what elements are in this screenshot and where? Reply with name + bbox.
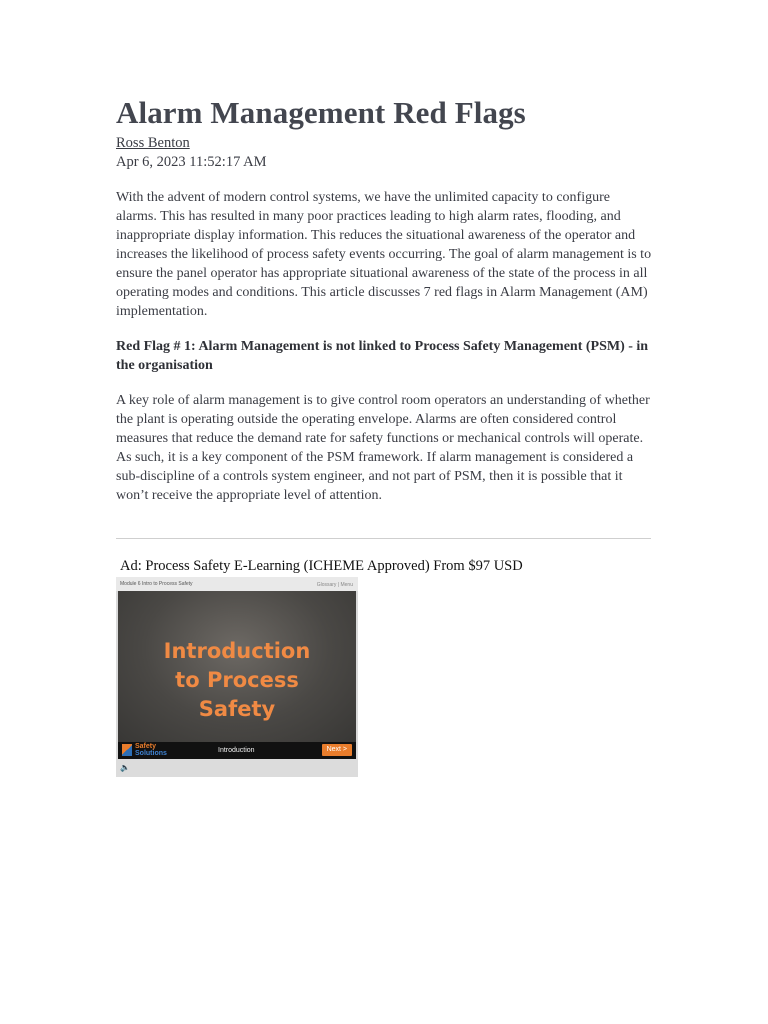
red-flag-1-heading: Red Flag # 1: Alarm Management is not linked to Process Safety Management (PSM) - in the organisation <box>116 339 649 373</box>
divider <box>116 538 651 539</box>
intro-paragraph: With the advent of modern control systems, we have the unlimited capacity to configure alarms. This has resulted in many poor practices leading to high alarm rates, flooding, and inappropriate display information. This reduces the situational awareness of the operator and increases the likelihood of process safety events occurring. The goal of alarm management is to ensure the panel operator has appropriate situational awareness of the state of the process in all operating modes and conditions. This article discusses 7 red flags in Alarm Management (AM) implementation. <box>116 190 652 319</box>
ad-slide-title: Introduction to Process Safety <box>163 639 311 721</box>
ad-player-bar <box>118 742 356 759</box>
ad-banner[interactable] <box>116 577 358 777</box>
article-title: Alarm Management Red Flags <box>116 95 526 130</box>
ad-brand-line-2: Solutions <box>135 750 167 757</box>
red-flag-1-paragraph: A key role of alarm management is to give control room operators an understanding of whether the plant is operating outside the operating envelope. Alarms are often considered control measures that reduce the demand rate for safety functions or mechanical controls will operate. As such, it is a key component of the PSM framework. If alarm management is considered a sub-discipline of a controls system engineer, and not part of PSM, then it is possible that it won’t receive the appropriate level of attention. <box>116 393 650 503</box>
author-link[interactable]: Ross Benton <box>116 135 190 151</box>
ad-label: Ad: Process Safety E-Learning (ICHEME Approved) From $97 USD <box>120 558 523 574</box>
ad-topbar <box>116 577 358 591</box>
article <box>116 94 652 777</box>
publish-date: Apr 6, 2023 11:52:17 AM <box>116 154 267 170</box>
ad-next-button: Next > <box>322 744 352 756</box>
safety-solutions-logo-icon <box>122 744 132 756</box>
ad-slide <box>118 591 356 742</box>
ad-section-label: Introduction <box>218 747 255 754</box>
ad-footer <box>116 759 358 777</box>
ad-module-title: Module 6 Intro to Process Safety <box>120 581 193 587</box>
ad-glossary-menu: Glossary | Menu <box>316 582 353 588</box>
ad-brand <box>135 743 167 757</box>
ad-brand-line-1: Safety <box>135 743 157 750</box>
speaker-icon: 🔈 <box>120 763 130 772</box>
